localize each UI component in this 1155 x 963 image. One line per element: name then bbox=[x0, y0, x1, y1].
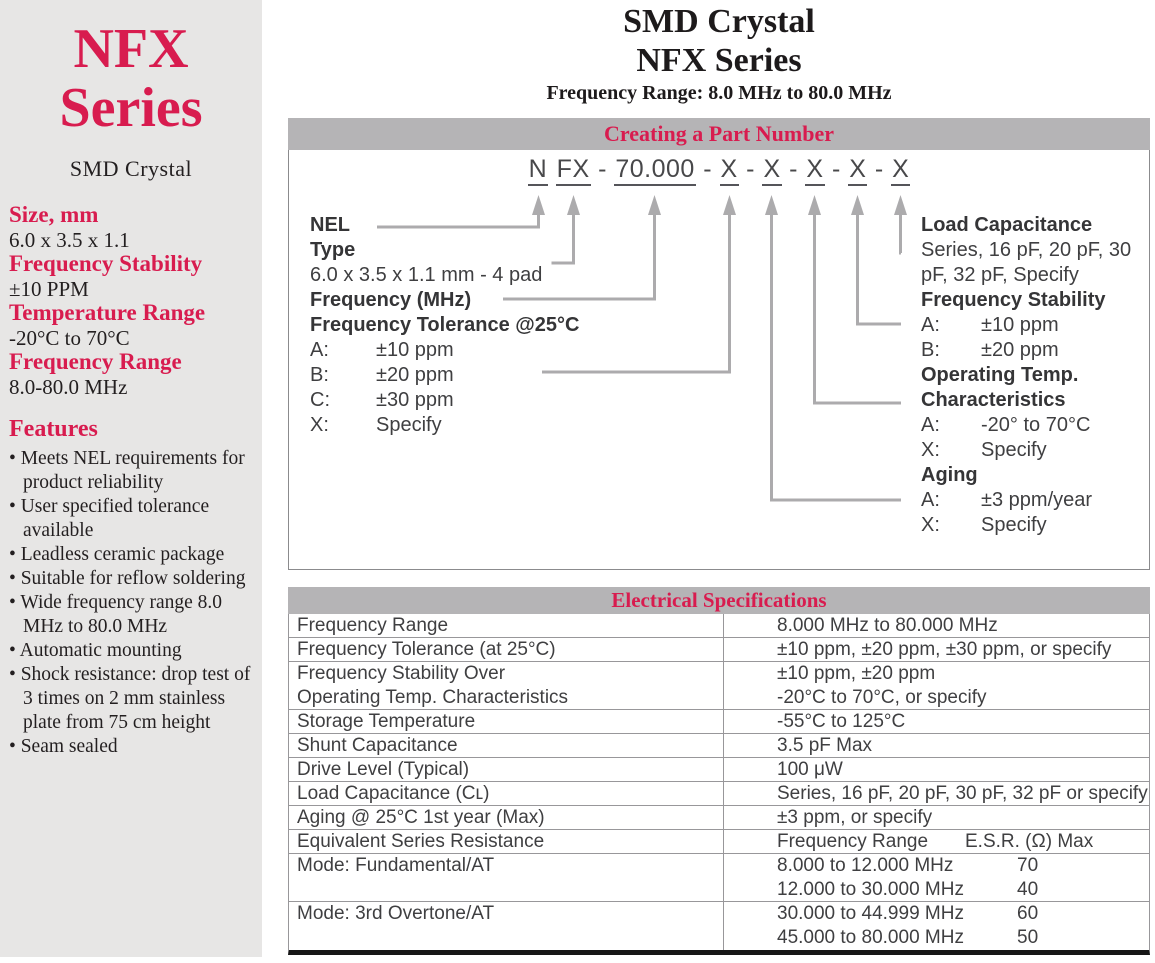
arrow-up-icon bbox=[567, 195, 580, 215]
part-number-segment: X bbox=[891, 155, 910, 186]
part-number-connector-line bbox=[815, 215, 902, 403]
table-row bbox=[289, 830, 1149, 854]
pn-right-label-line bbox=[921, 513, 1131, 538]
feature-item: • Wide frequency range 8.0 MHz to 80.0 MHz bbox=[9, 592, 223, 637]
sidebar-spec-value: 6.0 x 3.5 x 1.1 bbox=[9, 227, 130, 252]
pn-right-label-line bbox=[921, 413, 1131, 438]
series-title bbox=[0, 20, 262, 138]
part-number-segment: X bbox=[805, 155, 824, 186]
table-row bbox=[289, 902, 1149, 926]
table-row bbox=[289, 926, 1149, 950]
table-row bbox=[289, 758, 1149, 782]
series-title-line2: Series bbox=[59, 77, 203, 139]
table-cell-parameter: Frequency Stability Over bbox=[297, 663, 506, 684]
pn-right-label-value: Specify bbox=[981, 439, 1047, 461]
sidebar-spec-value: -20°C to 70°C bbox=[9, 325, 130, 350]
page-title bbox=[288, 2, 1150, 105]
pn-right-label-value: ±10 ppm bbox=[981, 314, 1059, 336]
table-cell-value: 100 μW bbox=[723, 758, 1149, 781]
table-cell-value: 3.5 pF Max bbox=[723, 734, 1149, 757]
part-number-separator bbox=[548, 155, 555, 184]
table-cell-value: -20°C to 70°C, or specify bbox=[723, 686, 1149, 709]
pn-left-label-letter: C: bbox=[310, 389, 330, 411]
table-cell-value: 45.000 to 80.000 MHz 50 bbox=[723, 926, 1149, 950]
pn-right-label-line: pF, 32 pF, Specify bbox=[921, 264, 1079, 286]
part-number-connector-line bbox=[772, 215, 902, 500]
part-number-separator: - bbox=[590, 155, 615, 183]
feature-item: • Shock resistance: drop test of 3 times on 2 mm stainless plate from 75 cm height bbox=[9, 664, 251, 733]
sidebar-spec-label: Temperature Range bbox=[9, 300, 206, 325]
feature-item: • Seam sealed bbox=[9, 736, 118, 757]
pn-right-label-letter: B: bbox=[921, 339, 940, 361]
feature-item: • User specified tolerance available bbox=[9, 496, 210, 541]
sidebar-spec-value: ±10 PPM bbox=[9, 276, 89, 301]
pn-left-label-line bbox=[310, 413, 579, 438]
pn-right-label-letter: X: bbox=[921, 514, 940, 536]
table-row bbox=[289, 806, 1149, 830]
table-cell-parameter: Frequency Tolerance (at 25°C) bbox=[297, 639, 556, 660]
pn-left-label-letter: A: bbox=[310, 339, 329, 361]
table-cell-esr-value: 70 bbox=[1017, 855, 1039, 876]
table-cell-esr-value: 60 bbox=[1017, 903, 1039, 924]
feature-item: • Automatic mounting bbox=[9, 640, 182, 661]
table-row bbox=[289, 662, 1149, 686]
table-cell-parameter: Equivalent Series Resistance bbox=[297, 831, 545, 852]
part-number-segment: X bbox=[848, 155, 867, 186]
pn-right-label-value: -20° to 70°C bbox=[981, 414, 1091, 436]
pn-right-label-letter: X: bbox=[921, 439, 940, 461]
sidebar-subtitle: SMD Crystal bbox=[69, 156, 193, 181]
pn-right-label-value: ±3 ppm/year bbox=[981, 489, 1093, 511]
sidebar-spec-label: Size, mm bbox=[9, 202, 99, 227]
pn-right-label-line: Characteristics bbox=[921, 389, 1066, 411]
table-cell-parameter: Operating Temp. Characteristics bbox=[297, 687, 569, 708]
pn-left-label-value: ±20 ppm bbox=[376, 364, 454, 386]
table-cell-parameter: Frequency Range bbox=[297, 615, 449, 636]
pn-right-label-line: Load Capacitance bbox=[921, 214, 1093, 236]
table-cell-parameter bbox=[289, 926, 723, 950]
table-cell-parameter: Mode: 3rd Overtone/AT bbox=[297, 903, 495, 924]
part-number-segment: N bbox=[528, 155, 549, 186]
arrow-up-icon bbox=[723, 195, 736, 215]
part-number-separator: - bbox=[824, 155, 849, 183]
pn-right-label-line: Frequency Stability bbox=[921, 289, 1106, 311]
table-cell-value: -55°C to 125°C bbox=[723, 710, 1149, 733]
table-row bbox=[289, 614, 1149, 638]
part-number bbox=[289, 155, 1149, 186]
table-cell-parameter: Load Capacitance (Cʟ) bbox=[297, 783, 490, 804]
pn-right-label-line bbox=[921, 488, 1131, 513]
table-cell-esr-value: 50 bbox=[1017, 927, 1039, 948]
table-row bbox=[289, 638, 1149, 662]
part-number-segment: 70.000 bbox=[614, 155, 695, 186]
features-title: Features bbox=[9, 416, 98, 442]
arrow-up-icon bbox=[648, 195, 661, 215]
pn-right-label-line: Series, 16 pF, 20 pF, 30 bbox=[921, 239, 1132, 261]
features-list bbox=[9, 447, 257, 759]
table-cell-value: ±10 ppm, ±20 ppm bbox=[723, 662, 1149, 686]
part-number-connector-line bbox=[901, 215, 902, 253]
pn-left-label-letter: B: bbox=[310, 364, 329, 386]
pn-left-label-line: Frequency (MHz) bbox=[310, 289, 472, 311]
table-cell-value: 8.000 MHz to 80.000 MHz bbox=[723, 614, 1149, 637]
part-number-separator: - bbox=[695, 155, 720, 183]
part-number-right-labels bbox=[921, 213, 1131, 538]
series-title-line1: NFX bbox=[73, 18, 189, 80]
table-row bbox=[289, 686, 1149, 710]
part-number-separator: - bbox=[738, 155, 763, 183]
table-row bbox=[289, 782, 1149, 806]
pn-left-label-value: Specify bbox=[376, 414, 442, 436]
table-cell-esr-value: 40 bbox=[1017, 879, 1039, 900]
page-subtitle: Frequency Range: 8.0 MHz to 80.0 MHz bbox=[546, 82, 892, 104]
arrow-up-icon bbox=[851, 195, 864, 215]
pn-right-label-line: Aging bbox=[921, 464, 978, 486]
feature-item: • Leadless ceramic package bbox=[9, 544, 225, 565]
pn-left-label-value: ±10 ppm bbox=[376, 339, 454, 361]
pn-left-label-line: Type bbox=[310, 239, 356, 261]
pn-right-label-letter: A: bbox=[921, 414, 940, 436]
table-cell-value: 12.000 to 30.000 MHz 40 bbox=[723, 878, 1149, 901]
pn-left-label-line: 6.0 x 3.5 x 1.1 mm - 4 pad bbox=[310, 264, 543, 286]
sidebar-spec-label: Frequency Range bbox=[9, 349, 182, 374]
part-number-segment: FX bbox=[556, 155, 591, 186]
sidebar-spec-label: Frequency Stability bbox=[9, 251, 203, 276]
pn-left-label-line: NEL bbox=[310, 214, 350, 236]
pn-left-label-value: ±30 ppm bbox=[376, 389, 454, 411]
part-number-segment: X bbox=[762, 155, 781, 186]
pn-right-label-value: ±20 ppm bbox=[981, 339, 1059, 361]
page-title-line1: SMD Crystal bbox=[623, 3, 815, 40]
pn-left-label-line bbox=[310, 388, 579, 413]
part-number-left-labels bbox=[310, 213, 579, 438]
table-row bbox=[289, 878, 1149, 902]
sidebar-spec-list bbox=[9, 203, 259, 399]
table-cell-esr-header: E.S.R. (Ω) Max bbox=[965, 831, 1094, 852]
table-cell-parameter: Shunt Capacitance bbox=[297, 735, 458, 756]
pn-right-label-line bbox=[921, 338, 1131, 363]
part-number-segment: X bbox=[720, 155, 739, 186]
electrical-specifications-rows bbox=[289, 614, 1149, 950]
pn-right-label-line: Operating Temp. bbox=[921, 364, 1079, 386]
arrow-up-icon bbox=[532, 195, 545, 215]
arrow-up-icon bbox=[894, 195, 907, 215]
electrical-specifications-table bbox=[288, 587, 1150, 955]
pn-left-label-line: Frequency Tolerance @25°C bbox=[310, 314, 580, 336]
table-row bbox=[289, 710, 1149, 734]
features-section bbox=[9, 414, 257, 759]
table-cell-value: ±10 ppm, ±20 ppm, ±30 ppm, or specify bbox=[723, 638, 1149, 661]
table-cell-value: 8.000 to 12.000 MHz 70 bbox=[723, 854, 1149, 878]
pn-left-label-line bbox=[310, 363, 579, 388]
pn-left-label-letter: X: bbox=[310, 414, 329, 436]
sidebar bbox=[0, 0, 262, 957]
sidebar-spec-value: 8.0-80.0 MHz bbox=[9, 374, 128, 399]
electrical-specifications-title: Electrical Specifications bbox=[288, 587, 1150, 614]
feature-item: • Meets NEL requirements for product reliability bbox=[9, 448, 245, 493]
table-row bbox=[289, 854, 1149, 878]
pn-left-label-line bbox=[310, 338, 579, 363]
table-cell-value: ±3 ppm, or specify bbox=[723, 806, 1149, 829]
table-cell-parameter: Aging @ 25°C 1st year (Max) bbox=[297, 807, 545, 828]
table-cell-value: Series, 16 pF, 20 pF, 30 pF, 32 pF or specify bbox=[723, 782, 1149, 805]
part-number-section bbox=[288, 118, 1150, 570]
feature-item: • Suitable for reflow soldering bbox=[9, 568, 246, 589]
arrow-up-icon bbox=[765, 195, 778, 215]
pn-right-label-line bbox=[921, 438, 1131, 463]
arrow-up-icon bbox=[808, 195, 821, 215]
part-number-connector-line bbox=[858, 215, 902, 324]
table-cell-parameter: Storage Temperature bbox=[297, 711, 476, 732]
pn-right-label-line bbox=[921, 313, 1131, 338]
table-cell-value: Frequency Range E.S.R. (Ω) Max bbox=[723, 830, 1149, 853]
part-number-section-title: Creating a Part Number bbox=[288, 118, 1150, 150]
part-number-separator: - bbox=[867, 155, 892, 183]
part-number-separator: - bbox=[781, 155, 806, 183]
table-cell-parameter: Drive Level (Typical) bbox=[297, 759, 470, 780]
table-cell-value: 30.000 to 44.999 MHz 60 bbox=[723, 902, 1149, 926]
table-row bbox=[289, 734, 1149, 758]
table-cell-parameter bbox=[289, 878, 723, 901]
pn-right-label-letter: A: bbox=[921, 489, 940, 511]
table-cell-parameter: Mode: Fundamental/AT bbox=[297, 855, 495, 876]
pn-right-label-letter: A: bbox=[921, 314, 940, 336]
page-title-line2: NFX Series bbox=[636, 42, 802, 79]
pn-right-label-value: Specify bbox=[981, 514, 1047, 536]
